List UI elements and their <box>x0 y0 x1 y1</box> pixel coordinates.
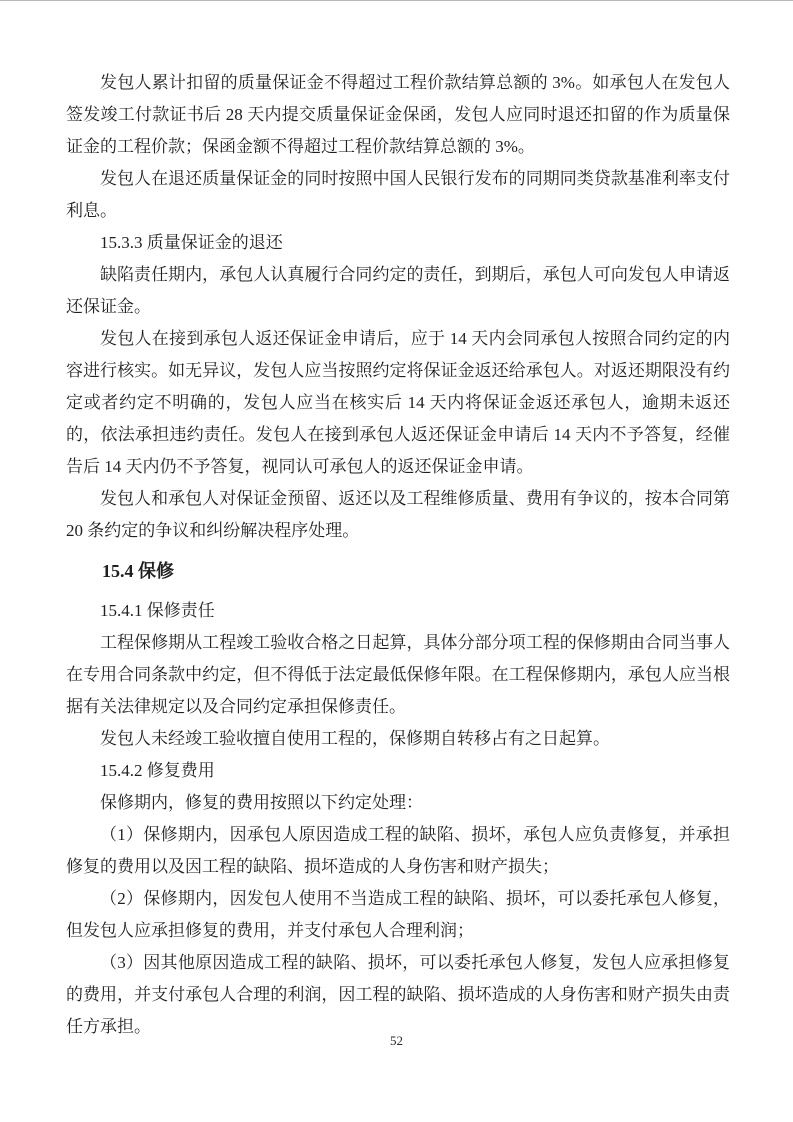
clause-heading-15-3-3: 15.3.3 质量保证金的退还 <box>100 233 283 252</box>
paragraph-early-occupancy: 发包人未经竣工验收擅自使用工程的，保修期自转移占有之日起算。 <box>100 729 610 748</box>
paragraph-repair-cost-intro: 保修期内，修复的费用按照以下约定处理： <box>100 793 423 812</box>
paragraph-repair-item-2: （2）保修期内，因发包人使用不当造成工程的缺陷、损坏，可以委托承包人修复，但发包人应承担修复的费用，并支付承包人合理利润； <box>66 889 730 940</box>
clause-heading-15-4-2: 15.4.2 修复费用 <box>100 761 215 780</box>
paragraph-warranty-period: 工程保修期从工程竣工验收合格之日起算，具体分部分项工程的保修期由合同当事人在专用合同条款中约定，但不得低于法定最低保修年限。在工程保修期内，承包人应当根据有关法律规定以及合同约定承担保修责任。 <box>66 633 730 716</box>
paragraph-return-procedure: 发包人在接到承包人返还保证金申请后，应于 14 天内会同承包人按照合同约定的内容进行核实。如无异议，发包人应当按照约定将保证金返还给承包人。对返还期限没有约定或者约定不明确的，发包人应当在核实后 14 天内将保证金返还承包人，逾期未返还的，依法承担违约责任。发包人在接到承包人返还保证金申请后 14 天内不予答复，经催告后 14 天内仍不予答复，视同认可承包人的返还保证金申请。 <box>66 329 730 476</box>
clause-heading-15-4-1: 15.4.1 保修责任 <box>100 601 215 620</box>
paragraph-dispute-resolution: 发包人和承包人对保证金预留、返还以及工程维修质量、费用有争议的，按本合同第 20 条约定的争议和纠纷解决程序处理。 <box>66 489 730 540</box>
paragraph-interest-payment: 发包人在退还质量保证金的同时按照中国人民银行发布的同期同类贷款基准利率支付利息。 <box>66 169 730 220</box>
paragraph-defect-liability: 缺陷责任期内，承包人认真履行合同约定的责任，到期后，承包人可向发包人申请返还保证金。 <box>66 265 730 316</box>
paragraph-retention-limit: 发包人累计扣留的质量保证金不得超过工程价款结算总额的 3%。如承包人在发包人签发竣工付款证书后 28 天内提交质量保证金保函，发包人应同时退还扣留的作为质量保证金的工程价款；保函金额不得超过工程价款结算总额的 3%。 <box>66 73 730 156</box>
section-heading-15-4: 15.4 保修 <box>102 561 174 581</box>
paragraph-repair-item-3: （3）因其他原因造成工程的缺陷、损坏，可以委托承包人修复，发包人应承担修复的费用，并支付承包人合理的利润，因工程的缺陷、损坏造成的人身伤害和财产损失由责任方承担。 <box>66 953 730 1036</box>
paragraph-repair-item-1: （1）保修期内，因承包人原因造成工程的缺陷、损坏，承包人应负责修复，并承担修复的费用以及因工程的缺陷、损坏造成的人身伤害和财产损失； <box>66 825 730 876</box>
page-number: 52 <box>390 1033 403 1048</box>
document-content <box>66 67 730 1043</box>
